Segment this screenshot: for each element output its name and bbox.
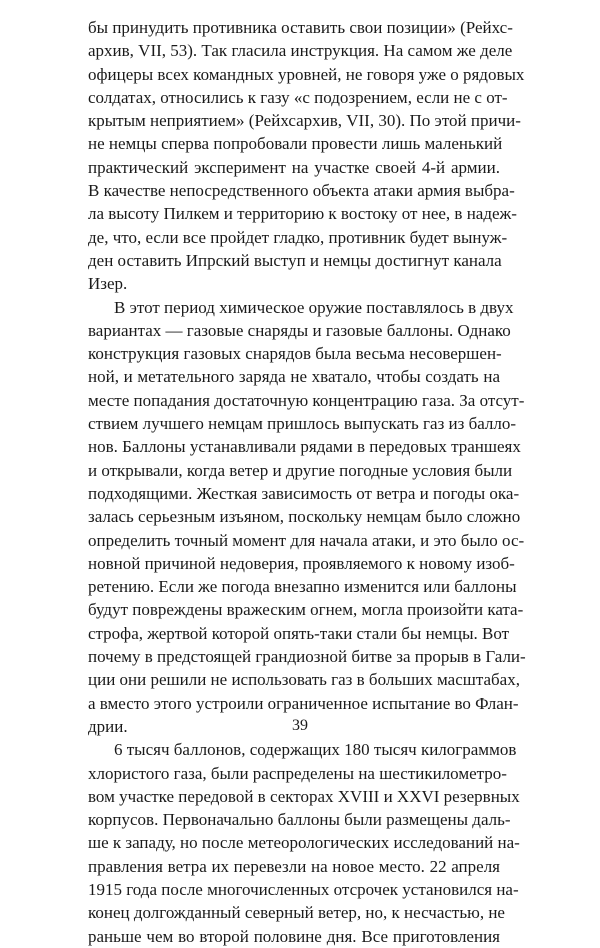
text-line: а вместо этого устроили ограниченное испытание во Флан- <box>88 693 519 713</box>
text-line: правления ветра их перевезли на новое место. 22 апреля <box>88 856 500 876</box>
text-line: вариантах — газовые снаряды и газовые баллоны. Однако <box>88 320 511 340</box>
text-line: ствием лучшего немцам пришлось выпускать газ из балло- <box>88 414 517 434</box>
text-line: В этот период химическое оружие поставлялось в двух <box>114 297 514 317</box>
text-line: нов. Баллоны устанавливали рядами в передовых траншеях <box>88 437 521 457</box>
text-line: ше к западу, но после метеорологических исследований на- <box>88 833 520 853</box>
text-line: ной, и метательного заряда не хватало, чтобы создать на <box>88 367 500 387</box>
text-line: залась серьезным изъяном, поскольку немцам было сложно <box>88 507 521 527</box>
text-line: будут повреждены вражеским огнем, могла произойти ката- <box>88 600 524 620</box>
text-line: практический эксперимент на участке своей 4-й армии. <box>88 157 500 177</box>
text-line: Изер. <box>88 274 128 294</box>
paragraph <box>88 16 525 296</box>
text-line: солдатах, относились к газу «с подозрением, если не с от- <box>88 87 508 107</box>
text-line: крытым неприятием» (Рейхсархив, VII, 30). По этой причи- <box>88 111 521 131</box>
page-number: 39 <box>292 717 308 734</box>
text-line: конструкция газовых снарядов была весьма несовершен- <box>88 344 502 364</box>
text-line: вом участке передовой в секторах XVIII и XXVI резервных <box>88 786 520 806</box>
text-line: определить точный момент для начала атаки, и это было ос- <box>88 530 525 550</box>
text-line: ден оставить Ипрский выступ и немцы достигнут канала <box>88 250 502 270</box>
text-line: офицеры всех командных уровней, не говоря уже о рядовых <box>88 64 525 84</box>
text-line: 1915 года после многочисленных отсрочек установился на- <box>88 879 519 899</box>
text-line: строфа, жертвой которой опять-таки стали бы немцы. Вот <box>88 623 510 643</box>
text-line: конец долгожданный северный ветер, но, к несчастью, не <box>88 903 505 923</box>
text-line: архив, VII, 53). Так гласила инструкция. На самом же деле <box>88 41 513 61</box>
text-line: хлористого газа, были распределены на шестикилометро- <box>88 763 507 783</box>
text-line: В качестве непосредственного объекта атаки армия выбра- <box>88 181 515 201</box>
text-line: ции они решили не использовать газ в больших масштабах, <box>88 670 520 690</box>
text-line: не немцы сперва попробовали провести лишь маленький <box>88 134 503 154</box>
text-line: ретению. Если же погода внезапно изменится или баллоны <box>88 577 517 597</box>
text-line: и открывали, когда ветер и другие погодные условия были <box>88 460 513 480</box>
body-text <box>88 16 526 948</box>
text-line: корпусов. Первоначально баллоны были размещены даль- <box>88 810 511 830</box>
text-line: де, что, если все пройдет гладко, противник будет вынуж- <box>88 227 508 247</box>
text-line: подходящими. Жесткая зависимость от ветра и погоды ока- <box>88 483 520 503</box>
text-line: почему в предстоящей грандиозной битве за прорыв в Гали- <box>88 647 526 667</box>
text-line: 6 тысяч баллонов, содержащих 180 тысяч килограммов <box>114 740 517 760</box>
text-line: новной причиной недоверия, проявляемого к новому изоб- <box>88 553 515 573</box>
text-line: месте попадания достаточную концентрацию газа. За отсут- <box>88 390 525 410</box>
paragraph <box>88 296 526 739</box>
paragraph <box>88 738 520 948</box>
text-line: бы принудить противника оставить свои позиции» (Рейхс- <box>88 18 513 37</box>
text-line: ла высоту Пилкем и территорию к востоку от нее, в надеж- <box>88 204 517 224</box>
text-line: раньше чем во второй половине дня. Все приготовления <box>88 926 500 946</box>
text-line: дрии. <box>88 716 128 736</box>
